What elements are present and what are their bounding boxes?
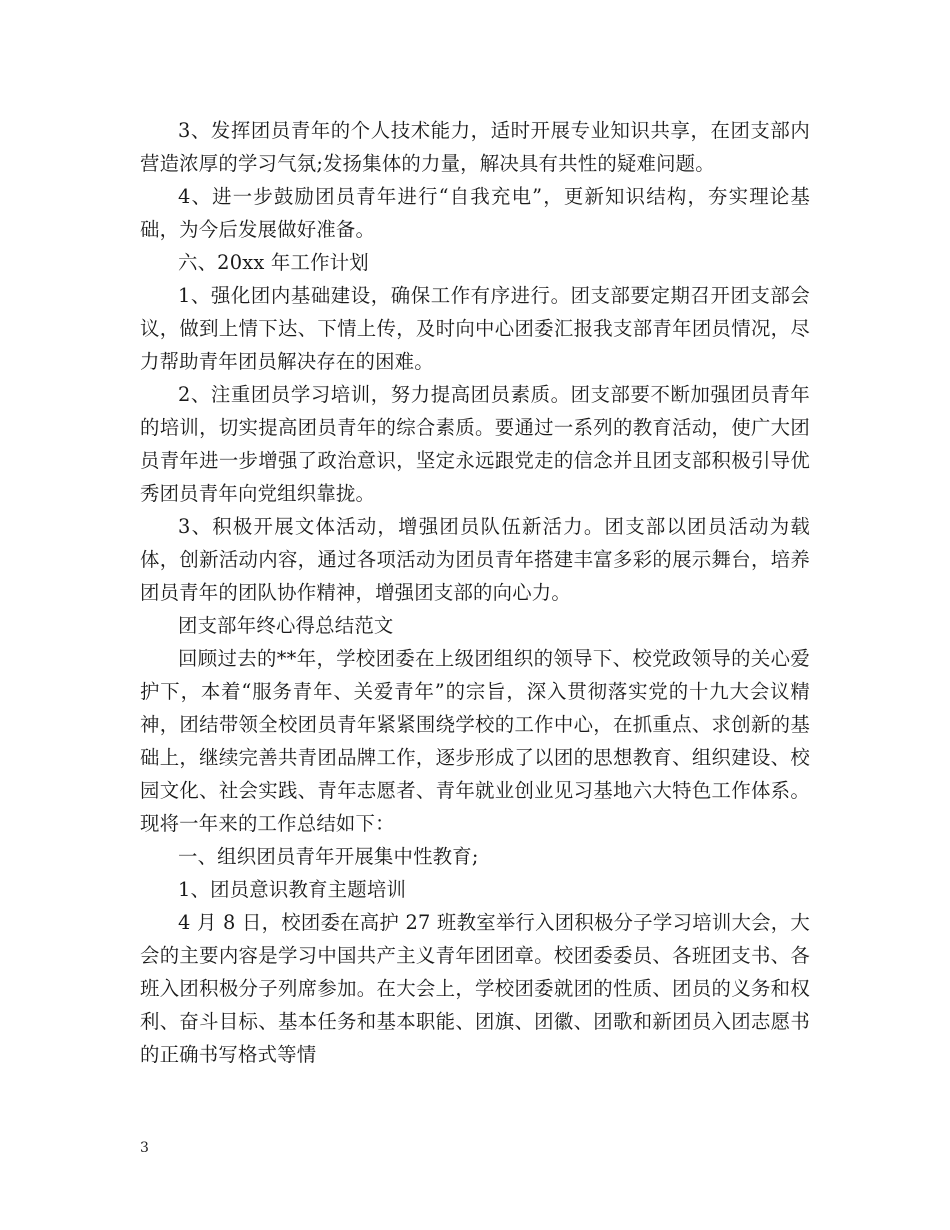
paragraph-plan-3: 3、积极开展文体活动，增强团员队伍新活力。团支部以团员活动为载体，创新活动内容，通过各项活动为团员青年搭建丰富多彩的展示舞台，培养团员青年的团队协作精神，增强团支部的向心力。 [140, 515, 810, 604]
paragraph-item-4-self-charge: 4、进一步鼓励团员青年进行“自我充电”，更新知识结构，夯实理论基础，为今后发展做好准备。 [140, 185, 810, 241]
paragraph-review: 回顾过去的**年，学校团委在上级团组织的领导下、校党政领导的关心爱护下，本着“服务青年、关爱青年”的宗旨，深入贯彻落实党的十九大会议精神，团结带领全校团员青年紧紧围绕学校的工作中心，在抓重点、求创新的基础上，继续完善共青团品牌工作，逐步形成了以团的思想教育、组织建设、校园文化、社会实践、青年志愿者、青年就业创业见习基地六大特色工作体系。现将一年来的工作总结如下： [140, 647, 810, 835]
paragraph-training-details: 4 月 8 日，校团委在高护 27 班教室举行入团积极分子学习培训大会，大会的主要内容是学习中国共产主义青年团团章。校团委委员、各班团支书、各班入团积极分子列席参加。在大会上，学校团委就团的性质、团员的义务和权利、奋斗目标、基本任务和基本职能、团旗、团徽、团歌和新团员入团志愿书的正确书写格式等情 [140, 911, 810, 1066]
paragraph-plan-2: 2、注重团员学习培训，努力提高团员素质。团支部要不断加强团员青年的培训，切实提高团员青年的综合素质。要通过一系列的教育活动，使广大团员青年进一步增强了政治意识，坚定永远跟党走的信念并且团支部积极引导优秀团员青年向党组织靠拢。 [140, 383, 810, 505]
paragraph-item-3-skills: 3、发挥团员青年的个人技术能力，适时开展专业知识共享，在团支部内营造浓厚的学习气氛;发扬集体的力量，解决具有共性的疑难问题。 [140, 119, 810, 175]
article-title: 团支部年终心得总结范文 [178, 614, 394, 637]
section-heading-education: 一、组织团员青年开展集中性教育; [178, 845, 479, 868]
subsection-heading-training: 1、团员意识教育主题培训 [178, 878, 407, 901]
section-heading-work-plan: 六、20xx 年工作计划 [178, 251, 369, 274]
paragraph-plan-1: 1、强化团内基础建设，确保工作有序进行。团支部要定期召开团支部会议，做到上情下达、下情上传，及时向中心团委汇报我支部青年团员情况，尽力帮助青年团员解决存在的困难。 [140, 284, 810, 373]
document-body [140, 114, 810, 1071]
page-number: 3 [140, 1140, 149, 1156]
